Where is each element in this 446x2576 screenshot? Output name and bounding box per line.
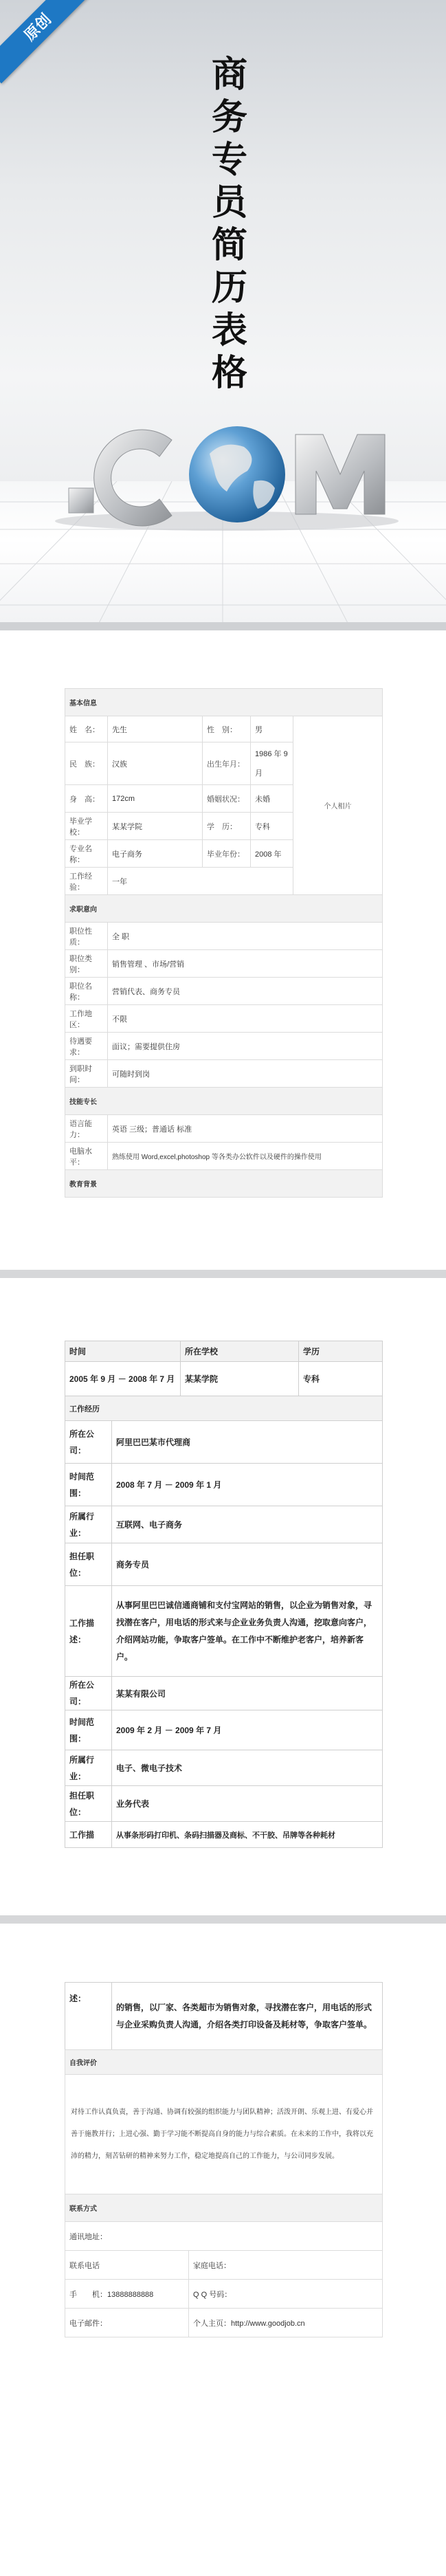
desc-continued-label: 述： xyxy=(65,1983,112,2050)
phone-label: 联系电话 xyxy=(65,2251,189,2280)
name-value: 先生 xyxy=(108,716,203,742)
resume-table-page3 xyxy=(65,2049,383,2337)
gradyear-label: 毕业年份： xyxy=(203,840,251,868)
ethnic-value: 汉族 xyxy=(108,742,203,785)
email-label: 电子邮件： xyxy=(65,2309,189,2337)
cover-title-char: 简 xyxy=(211,225,247,266)
mobile-field xyxy=(65,2280,189,2309)
industry-label: 所属行业： xyxy=(65,1506,112,1543)
section-contact: 联系方式 xyxy=(65,2194,383,2222)
experience-value: 一年 xyxy=(108,868,293,895)
intent-label: 待遇要求： xyxy=(65,1033,108,1060)
height-label: 身 高： xyxy=(65,785,108,813)
homepage-link[interactable]: 个人主页：http://www.goodjob.cn xyxy=(189,2309,383,2337)
major-label: 专业名称： xyxy=(65,840,108,868)
intent-value: 营销代表、商务专员 xyxy=(108,978,383,1005)
edu-time: 2005 年 9 月 － 2008 年 7 月 xyxy=(65,1362,181,1396)
intent-label: 职位类别： xyxy=(65,950,108,978)
period-value: 2008 年 7 月 － 2009 年 1 月 xyxy=(112,1464,383,1506)
period-label: 时间范围： xyxy=(65,1464,112,1506)
home-phone-label: 家庭电话： xyxy=(189,2251,383,2280)
period-value: 2009 年 2 月 － 2009 年 7 月 xyxy=(112,1710,383,1750)
intent-label: 工作地区： xyxy=(65,1005,108,1033)
birth-label: 出生年月： xyxy=(203,742,251,785)
cover-title-char: 专 xyxy=(211,140,247,181)
company-value: 阿里巴巴某市代理商 xyxy=(112,1421,383,1464)
cover-page xyxy=(0,0,446,628)
section-basic-info: 基本信息 xyxy=(65,689,383,716)
position-value: 业务代表 xyxy=(112,1786,383,1822)
mobile-value: 13888888888 xyxy=(107,2290,154,2299)
address-label: 通讯地址： xyxy=(65,2222,383,2251)
skill-value: 英语 三级；普通话 标准 xyxy=(108,1115,383,1143)
intent-value: 销售管理 、市场/营销 xyxy=(108,950,383,978)
industry-value: 互联网、电子商务 xyxy=(112,1506,383,1543)
edu-degree: 专科 xyxy=(299,1362,383,1396)
section-work-experience: 工作经历 xyxy=(65,1396,383,1421)
marital-label: 婚姻状况： xyxy=(203,785,251,813)
intent-label: 到职时间： xyxy=(65,1060,108,1088)
desc-label: 工作描 xyxy=(65,1822,112,1848)
qq-label: Q Q 号码： xyxy=(189,2280,383,2309)
edu-header-time: 时间 xyxy=(65,1341,181,1362)
ethnic-label: 民 族： xyxy=(65,742,108,785)
section-job-intent: 求职意向 xyxy=(65,895,383,923)
edu-header-school: 所在学校 xyxy=(181,1341,299,1362)
intent-value: 面议；需要提供住房 xyxy=(108,1033,383,1060)
industry-label: 所属行业： xyxy=(65,1750,112,1786)
desc-value: 从事条形码打印机、条码扫描器及商标、不干胶、吊牌等各种耗材 xyxy=(112,1822,383,1848)
intent-value: 全 职 xyxy=(108,923,383,950)
gender-value: 男 xyxy=(251,716,293,742)
edu-school: 某某学院 xyxy=(181,1362,299,1396)
resume-table-page2 xyxy=(65,1341,383,1848)
cover-title-char: 务 xyxy=(211,97,247,138)
edu-header-degree: 学历 xyxy=(299,1341,383,1362)
company-label: 所在公司： xyxy=(65,1677,112,1710)
section-education: 教育背景 xyxy=(65,1170,383,1198)
name-label: 姓 名： xyxy=(65,716,108,742)
original-ribbon: 原创 xyxy=(0,0,93,83)
page-separator xyxy=(0,622,446,630)
resume-table-page3-continued xyxy=(65,1982,383,2050)
desc-label: 工作描述： xyxy=(65,1586,112,1677)
degree-value: 专科 xyxy=(251,813,293,840)
cover-title-char: 表 xyxy=(211,310,247,351)
period-label: 时间范围： xyxy=(65,1710,112,1750)
company-value: 某某有限公司 xyxy=(112,1677,383,1710)
school-label: 毕业学校： xyxy=(65,813,108,840)
section-skills: 技能专长 xyxy=(65,1088,383,1115)
gender-label: 性 别： xyxy=(203,716,251,742)
height-value: 172cm xyxy=(108,785,203,813)
page-separator xyxy=(0,1270,446,1278)
intent-value: 不限 xyxy=(108,1005,383,1033)
self-evaluation-text: 对待工作认真负责，善于沟通、协调有较强的组织能力与团队精神；活泼开朗、乐观上进、有爱心并善于施教并行；上进心强、勤于学习能不断提高自身的能力与综合素质。在未来的工作中，我将以充沛的精力，刻苦钻研的精神来努力工作，稳定地提高自己的工作能力，与公司同步发展。 xyxy=(65,2075,383,2194)
skill-label: 语言能力： xyxy=(65,1115,108,1143)
cover-title-char: 员 xyxy=(211,182,247,223)
degree-label: 学 历： xyxy=(203,813,251,840)
major-value: 电子商务 xyxy=(108,840,203,868)
industry-value: 电子、微电子技术 xyxy=(112,1750,383,1786)
company-label: 所在公司： xyxy=(65,1421,112,1464)
resume-table-page1 xyxy=(65,688,383,1198)
position-label: 担任职位： xyxy=(65,1786,112,1822)
dotcom-illustration xyxy=(0,399,446,536)
position-label: 担任职位： xyxy=(65,1543,112,1586)
school-value: 某某学院 xyxy=(108,813,203,840)
cover-title xyxy=(208,54,252,395)
skill-value: 熟练使用 Word,excel,photoshop 等各类办公软件以及硬件的操作使用 xyxy=(108,1143,383,1170)
photo-placeholder: 个人相片 xyxy=(293,716,383,895)
birth-value: 1986 年 9 月 xyxy=(251,742,293,785)
mobile-label: 手 机： xyxy=(69,2290,107,2299)
desc-continued-value: 的销售，以厂家、各类超市为销售对象，寻找潜在客户，用电话的形式与企业采购负责人沟通，介绍各类打印设备及耗材等，争取客户签单。 xyxy=(112,1983,383,2050)
position-value: 商务专员 xyxy=(112,1543,383,1586)
skill-label: 电脑水平： xyxy=(65,1143,108,1170)
cover-title-char: 格 xyxy=(211,353,247,394)
intent-label: 职位性质： xyxy=(65,923,108,950)
desc-value: 从事阿里巴巴诚信通商铺和支付宝网站的销售，以企业为销售对象，寻找潜在客户，用电话的形式来与企业业务负责人沟通，挖取意向客户，介绍网站功能，争取客户签单。在工作中不断维护老客户，培养新客户。 xyxy=(112,1586,383,1677)
marital-value: 未婚 xyxy=(251,785,293,813)
cover-title-char: 商 xyxy=(211,54,247,96)
gradyear-value: 2008 年 xyxy=(251,840,293,868)
experience-label: 工作经验： xyxy=(65,868,108,895)
section-self-evaluation: 自我评价 xyxy=(65,2050,383,2075)
page-separator xyxy=(0,1915,446,1924)
intent-label: 职位名称： xyxy=(65,978,108,1005)
intent-value: 可随时到岗 xyxy=(108,1060,383,1088)
cover-title-char: 历 xyxy=(211,267,247,309)
